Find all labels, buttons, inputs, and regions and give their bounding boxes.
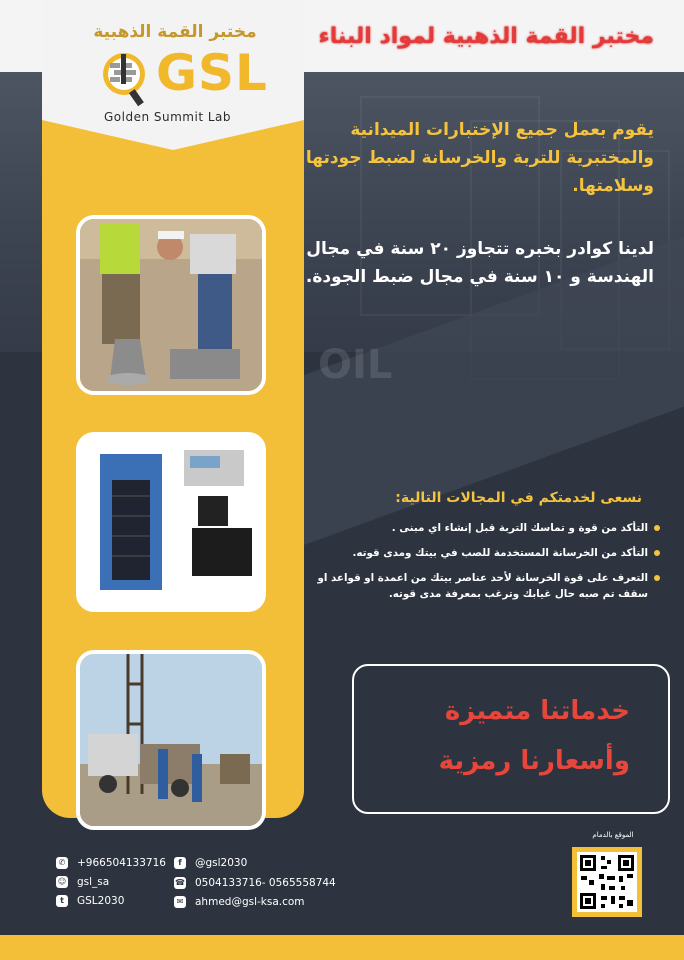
whatsapp-number: +966504133716	[77, 857, 166, 869]
email-address: ahmed@gsl-ksa.com	[195, 896, 305, 908]
twitter-icon: t	[56, 895, 68, 907]
facebook-contact[interactable]	[174, 857, 247, 869]
twitter-contact[interactable]	[56, 895, 124, 907]
qr-caption: الموقع بالدمام	[592, 831, 634, 839]
page-headline	[304, 10, 684, 62]
list-item: التأكد من قوة و تماسك التربة قبل إنشاء اي مبنى .	[302, 520, 662, 536]
brick-magnifier-logo-icon	[100, 50, 150, 108]
qr-code-icon	[577, 852, 637, 912]
list-item: التأكد من الخرسانة المستخدمة للصب في بيتك ومدى قوته.	[302, 545, 662, 561]
logo-arabic-name: مختبر القمة الذهبية	[93, 22, 257, 42]
promo-box	[352, 664, 670, 814]
phone-contact[interactable]	[174, 877, 336, 889]
headline-text: مختبر القمة الذهبية لمواد البناء	[318, 24, 654, 49]
services-heading: نسعى لخدمتكم في المجالات التالية:	[395, 490, 642, 506]
phone-icon: ☎	[175, 878, 185, 887]
email-contact[interactable]	[174, 896, 305, 908]
whatsapp-icon: ✆	[56, 857, 68, 869]
soil-testing-photo	[76, 215, 266, 395]
email-icon: ✉	[174, 896, 186, 908]
drilling-rig-photo	[76, 650, 266, 830]
promo-line-1: خدماتنا متميزة	[444, 696, 630, 726]
logo-english-name: Golden Summit Lab	[104, 110, 232, 124]
compression-machine-photo	[76, 432, 266, 612]
watermark-text: OIL	[318, 342, 393, 388]
phone-numbers: 0504133716- 0565558744	[195, 877, 336, 889]
logo-gsl-letters: GSL	[156, 44, 268, 102]
intro-paragraph-1: يقوم بعمل جميع الإختبارات الميدانية والمختبرية للتربة والخرسانة لضبط جودتها وسلامتها.	[305, 120, 654, 196]
location-qr-code[interactable]	[572, 847, 642, 917]
twitter-handle: GSL2030	[77, 895, 125, 907]
intro-paragraph-2: لدينا كوادر بخبره تتجاوز ٢٠ سنة في مجال الهندسة و ١٠ سنة في مجال ضبط الجودة.	[305, 239, 654, 287]
snapchat-icon: ☺	[57, 877, 67, 886]
facebook-handle: @gsl2030	[195, 857, 248, 869]
facebook-icon: f	[174, 857, 186, 869]
list-item: التعرف على قوة الخرسانة لأحد عناصر بيتك من اعمدة او قواعد او سقف تم صبه حال غيابك وترغب بمعرفة مدى قوته.	[302, 570, 662, 602]
whatsapp-contact[interactable]	[56, 857, 166, 869]
snapchat-contact[interactable]	[56, 876, 109, 888]
promo-line-2: وأسعارنا رمزية	[438, 746, 630, 776]
services-list	[302, 520, 662, 611]
snapchat-handle: gsl_sa	[77, 876, 110, 888]
bottom-bar	[0, 935, 684, 960]
